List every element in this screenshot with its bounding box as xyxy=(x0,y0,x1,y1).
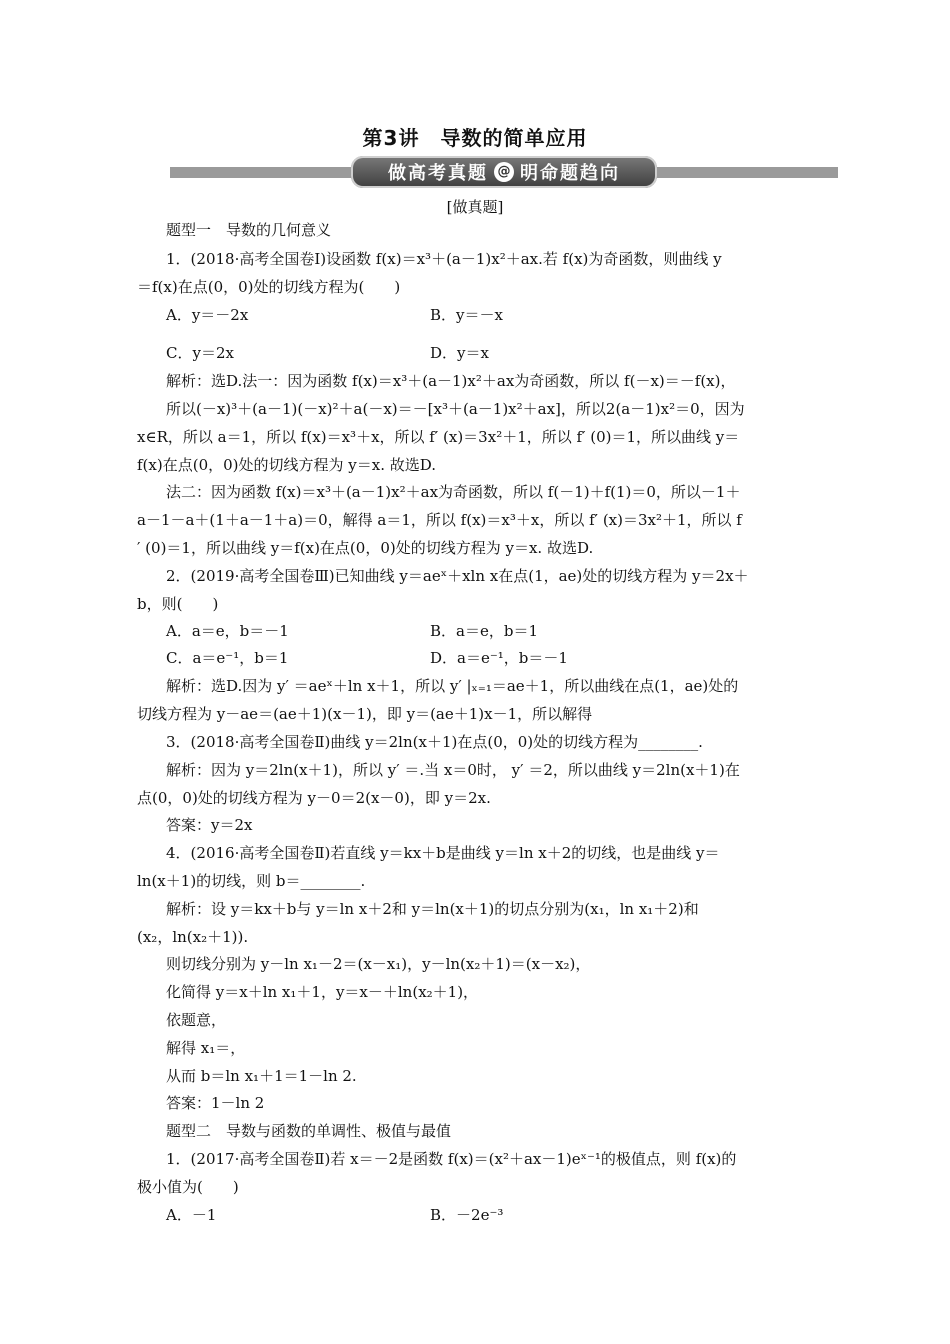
text-line: 1．(2017·高考全国卷Ⅱ)若 x＝－2是函数 f(x)＝(x²＋ax－1)eˣ⁻¹的极值点，则 f(x)的 xyxy=(166,1150,737,1168)
text-line: (x₂，ln(x₂＋1)). xyxy=(137,928,249,946)
banner-at-icon: @ xyxy=(494,162,514,182)
text-line: ＝f(x)在点(0，0)处的切线方程为( ) xyxy=(137,278,401,296)
banner-right-text: 明命题趋向 xyxy=(520,163,620,184)
text-line: 题型一 导数的几何意义 xyxy=(166,221,332,239)
choice-option: A．a＝e，b＝－1 xyxy=(166,622,289,640)
text-line: 3．(2018·高考全国卷Ⅱ)曲线 y＝2ln(x＋1)在点(0，0)处的切线方程为________. xyxy=(166,733,703,751)
text-line: 从而 b＝ln x₁＋1＝1－ln 2. xyxy=(166,1067,357,1085)
text-line: ′ (0)＝1，所以曲线 y＝f(x)在点(0，0)处的切线方程为 y＝x. 故选D. xyxy=(137,539,594,557)
text-line: 答案：1－ln 2 xyxy=(166,1094,265,1112)
text-line: 化简得 y＝x＋ln x₁＋1，y＝x－＋ln(x₂＋1)， xyxy=(166,983,479,1001)
choice-option: D．y＝x xyxy=(430,344,489,362)
text-line: ln(x＋1)的切线，则 b＝________. xyxy=(137,872,366,890)
text-line: f(x)在点(0，0)处的切线方程为 y＝x. 故选D. xyxy=(137,456,437,474)
text-line: 解析：选D.因为 y′ ＝aeˣ＋ln x＋1，所以 y′ |ₓ₌₁＝ae＋1，所以曲线在点(1，ae)处的 xyxy=(166,677,739,695)
text-line: 则切线分别为 y－ln x₁－2＝(x－x₁)，y－ln(x₂＋1)＝(x－x₂)， xyxy=(166,955,591,973)
section-banner xyxy=(351,156,657,188)
banner-rule-right xyxy=(652,167,838,178)
text-line: 极小值为( ) xyxy=(137,1178,239,1196)
banner-rule-left xyxy=(170,167,355,178)
choice-option: B．－2e⁻³ xyxy=(430,1206,504,1224)
text-line: 解析：因为 y＝2ln(x＋1)，所以 y′ ＝.当 x＝0时， y′ ＝2，所以曲线 y＝2ln(x＋1)在 xyxy=(166,761,740,779)
text-line: 法二：因为函数 f(x)＝x³＋(a－1)x²＋ax为奇函数，所以 f(－1)＋f(1)＝0，所以－1＋ xyxy=(166,483,741,501)
text-line: 解得 x₁＝， xyxy=(166,1039,246,1057)
choice-option: C．a＝e⁻¹，b＝1 xyxy=(166,649,289,667)
text-line: a－1－a＋(1＋a－1＋a)＝0，解得 a＝1，所以 f(x)＝x³＋x，所以 f′ (x)＝3x²＋1，所以 f xyxy=(137,511,742,529)
text-line: 1．(2018·高考全国卷Ⅰ)设函数 f(x)＝x³＋(a－1)x²＋ax.若 f(x)为奇函数，则曲线 y xyxy=(166,250,722,268)
text-line: 点(0，0)处的切线方程为 y－0＝2(x－0)，即 y＝2x. xyxy=(137,789,491,807)
text-line: 答案：y＝2x xyxy=(166,816,253,834)
text-line: b，则( ) xyxy=(137,595,219,613)
choice-option: A．y＝－2x xyxy=(166,306,249,324)
text-line: 2．(2019·高考全国卷Ⅲ)已知曲线 y＝aeˣ＋xln x在点(1，ae)处的切线方程为 y＝2x＋ xyxy=(166,567,749,585)
text-line: 解析：选D.法一：因为函数 f(x)＝x³＋(a－1)x²＋ax为奇函数，所以 f(－x)＝－f(x)， xyxy=(166,372,736,390)
page-title: 第3讲 导数的简单应用 xyxy=(362,126,588,150)
banner-left-text: 做高考真题 xyxy=(388,163,488,184)
choice-option: C．y＝2x xyxy=(166,344,234,362)
text-line: 解析：设 y＝kx＋b与 y＝ln x＋2和 y＝ln(x＋1)的切点分别为(x₁，ln x₁＋2)和 xyxy=(166,900,699,918)
text-line: 所以(－x)³＋(a－1)(－x)²＋a(－x)＝－[x³＋(a－1)x²＋ax]，所以2(a－1)x²＝0，因为 xyxy=(166,400,745,418)
choice-option: B．y＝－x xyxy=(430,306,503,324)
text-line: x∈R，所以 a＝1，所以 f(x)＝x³＋x，所以 f′ (x)＝3x²＋1，所以 f′ (0)＝1，所以曲线 y＝ xyxy=(137,428,740,446)
text-line: 切线方程为 y－ae＝(ae＋1)(x－1)，即 y＝(ae＋1)x－1，所以解得 xyxy=(137,705,593,723)
text-line: 依题意， xyxy=(166,1011,227,1029)
choice-option: B．a＝e，b＝1 xyxy=(430,622,538,640)
choice-option: A．－1 xyxy=(166,1206,217,1224)
subheading: [做真题] xyxy=(446,198,504,216)
choice-option: D．a＝e⁻¹，b＝－1 xyxy=(430,649,568,667)
text-line: 题型二 导数与函数的单调性、极值与最值 xyxy=(166,1122,452,1140)
text-line: 4．(2016·高考全国卷Ⅱ)若直线 y＝kx＋b是曲线 y＝ln x＋2的切线，也是曲线 y＝ xyxy=(166,844,720,862)
